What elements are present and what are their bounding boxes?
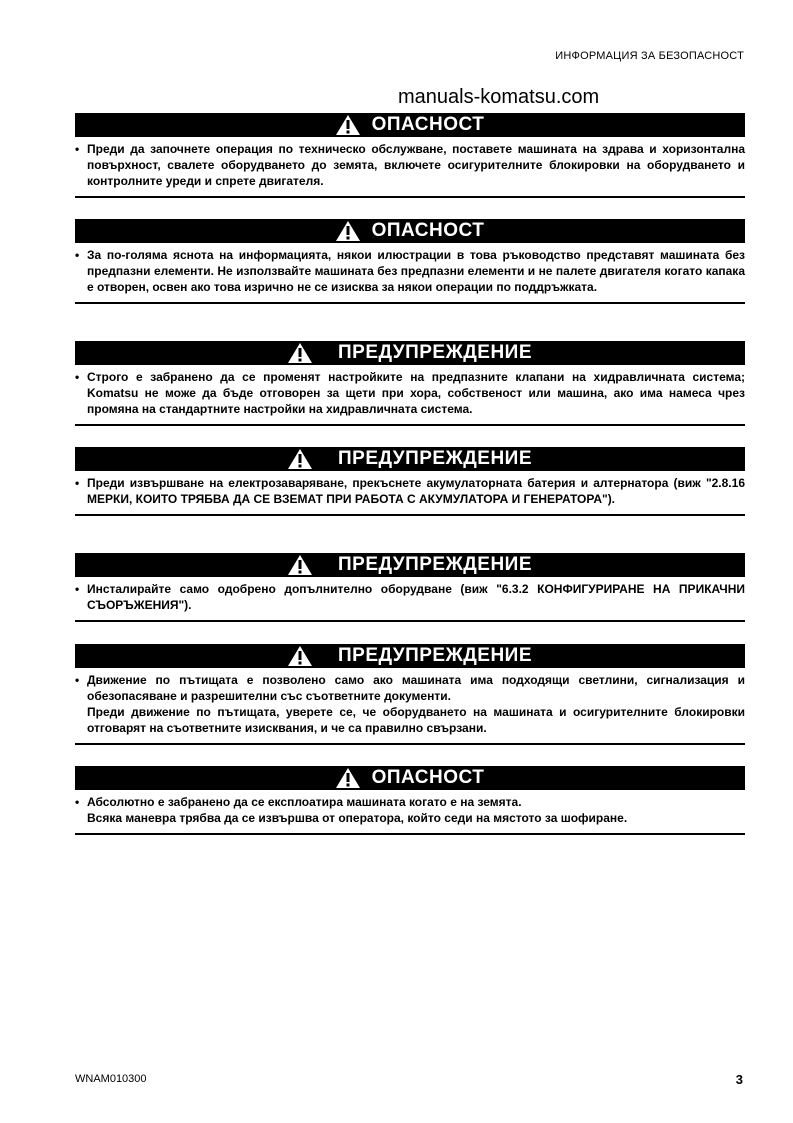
bullet: • [75, 795, 80, 809]
notice-body [75, 365, 745, 421]
notice-banner [75, 766, 745, 790]
bullet: • [75, 248, 80, 262]
warning-triangle-icon [288, 343, 312, 363]
notice-text: Инсталирайте само одобрено допълнително оборудване (виж "6.3.2 КОНФИГУРИРАНЕ НА ПРИКАЧНИ СЪОРЪЖЕНИЯ"). [87, 582, 745, 612]
notice-body [75, 243, 745, 299]
section-title: ИНФОРМАЦИЯ ЗА БЕЗОПАСНОСТ [555, 50, 744, 62]
notice-text: Абсолютно е забранено да се експлоатира машината когато е на земята. [87, 795, 522, 809]
notice-banner [75, 644, 745, 668]
bullet: • [75, 673, 80, 687]
notice-banner [75, 113, 745, 137]
notice-title: ОПАСНОСТ [371, 114, 485, 135]
notice-text: Преди да започнете операция по техническо обслужване, поставете машината на здрава и хоризонтална повърхност, свалете оборудването до земята, включете осигурителните блокировки на оборудването и контролните уреди и спрете двигателя. [87, 142, 745, 188]
notice-text: Преди извършване на електрозаваряване, прекъснете акумулаторната батерия и алтернатора (виж "2.8.16 МЕРКИ, КОИТО ТРЯБВА ДА СЕ ВЗЕМАТ ПРИ РАБОТА С АКУМУЛАТОРА И ГЕНЕРАТОРА"). [87, 476, 745, 506]
divider [75, 620, 745, 622]
divider [75, 743, 745, 745]
safety-notice-warning [75, 644, 745, 745]
warning-triangle-icon [336, 221, 360, 241]
warning-triangle-icon [288, 646, 312, 666]
notice-body [75, 668, 745, 740]
notice-body [75, 577, 745, 617]
notice-title: ОПАСНОСТ [371, 220, 485, 241]
warning-triangle-icon [288, 449, 312, 469]
notice-banner [75, 553, 745, 577]
bullet: • [75, 370, 80, 384]
warning-triangle-icon [336, 768, 360, 788]
safety-notice-danger [75, 219, 745, 304]
safety-notice-danger [75, 766, 745, 835]
divider [75, 833, 745, 835]
divider [75, 302, 745, 304]
page-number: 3 [735, 1072, 743, 1087]
bullet: • [75, 582, 80, 596]
notice-body [75, 790, 745, 830]
notice-text: Преди движение по пътищата, уверете се, че оборудването на машината и осигурителните блокировки отговарят на съответните изисквания, и че са правилно свързани. [87, 705, 745, 735]
bullet: • [75, 476, 80, 490]
notice-text: Всяка маневра трябва да се извършва от оператора, който седи на мястото за шофиране. [87, 811, 628, 825]
notice-text: Движение по пътищата е позволено само ако машината има подходящи светлини, сигнализация и обезопасяване и разрешителни със съответните документи. [87, 673, 745, 703]
notice-banner [75, 219, 745, 243]
notice-body [75, 137, 745, 193]
notice-banner [75, 341, 745, 365]
notice-text: Строго е забранено да се променят настройките на предпазните клапани на хидравличната система; Komatsu не може да бъде отговорен за щети при хора, собственост или машина, ако има намеса чрез промяна на стандартните настройки на хидравличната система. [87, 370, 745, 416]
safety-notice-warning [75, 447, 745, 516]
notice-banner [75, 447, 745, 471]
safety-notice-warning [75, 341, 745, 426]
bullet: • [75, 142, 80, 156]
notice-text: За по-голяма яснота на информацията, някои илюстрации в това ръководство представят машината без предпазни елементи. Не използвайте машината без предпазни елементи и не палете двигателя когато капака е отворен, освен ако това изрично не се изисква за някои операции по поддръжката. [87, 248, 745, 294]
divider [75, 514, 745, 516]
notice-title: ПРЕДУПРЕЖДЕНИЕ [337, 342, 533, 363]
safety-notice-danger [75, 113, 745, 198]
notice-title: ПРЕДУПРЕЖДЕНИЕ [337, 554, 533, 575]
notice-title: ОПАСНОСТ [371, 767, 485, 788]
watermark: manuals-komatsu.com [398, 86, 600, 108]
warning-triangle-icon [288, 555, 312, 575]
notice-title: ПРЕДУПРЕЖДЕНИЕ [337, 645, 533, 666]
safety-notice-warning [75, 553, 745, 622]
divider [75, 424, 745, 426]
notice-title: ПРЕДУПРЕЖДЕНИЕ [337, 448, 533, 469]
divider [75, 196, 745, 198]
warning-triangle-icon [336, 115, 360, 135]
document-code: WNAM010300 [75, 1073, 147, 1085]
notice-body [75, 471, 745, 511]
